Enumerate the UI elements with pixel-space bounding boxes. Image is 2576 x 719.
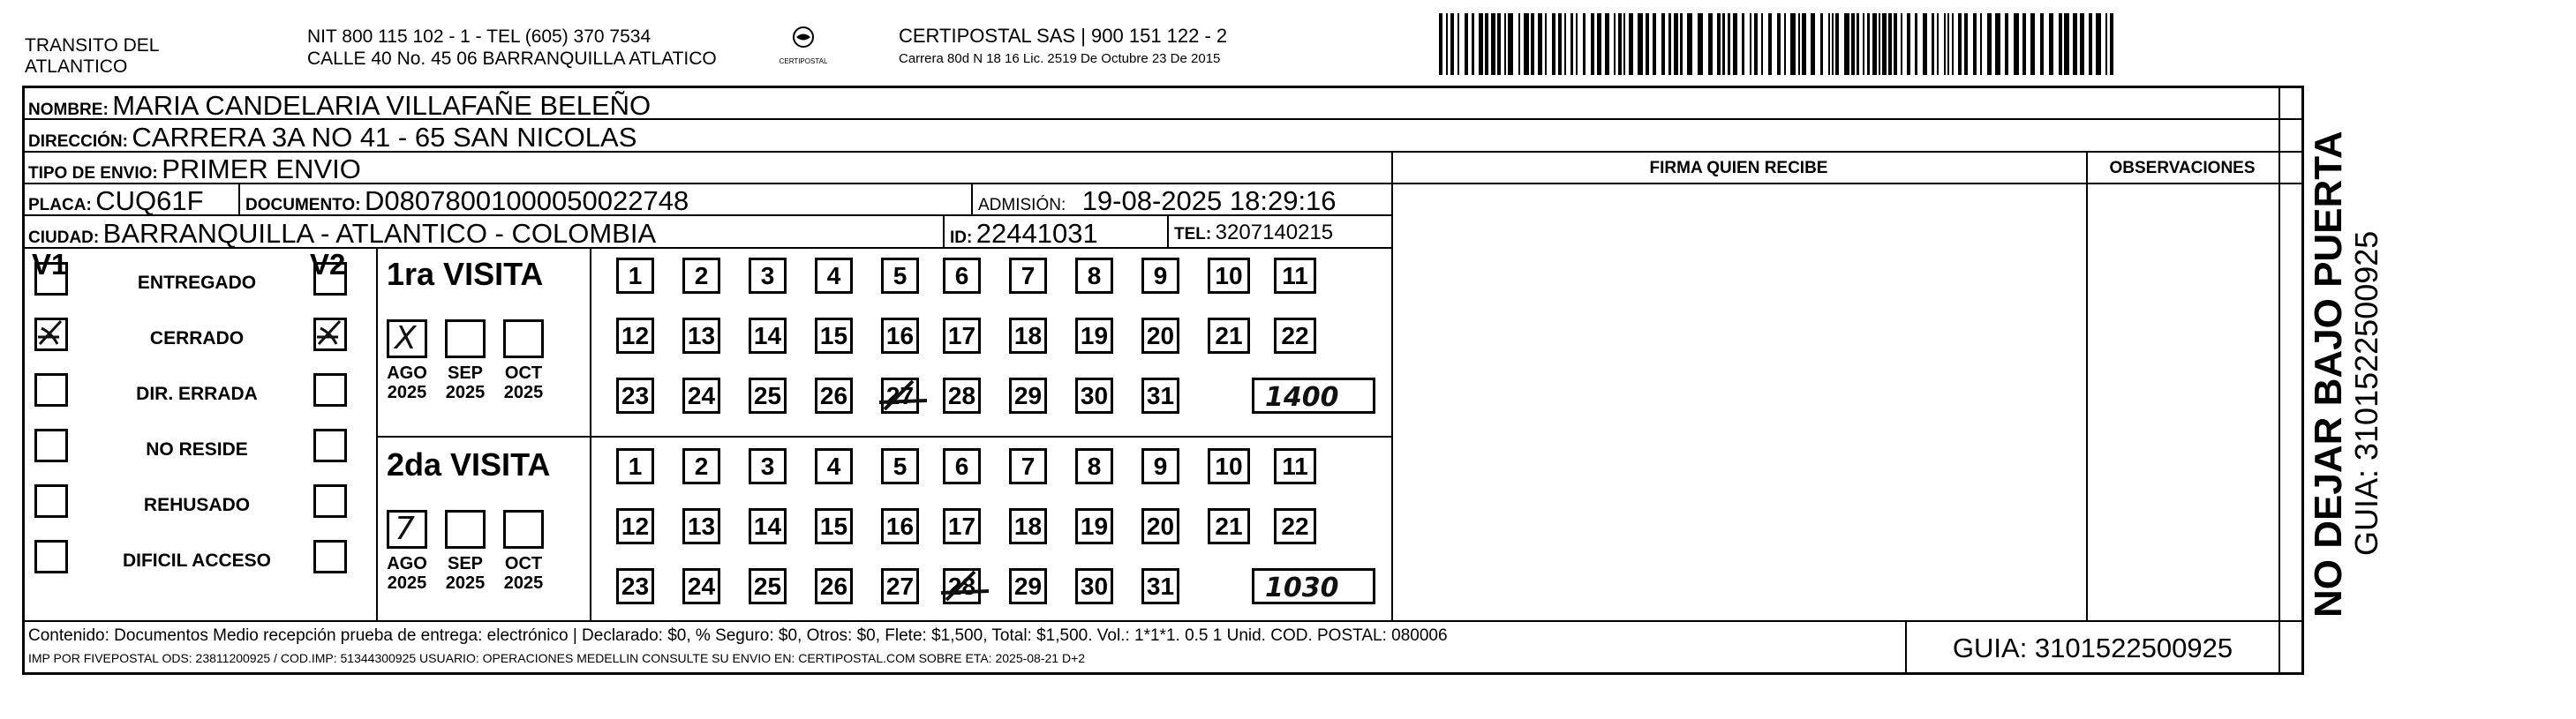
placa-label: PLACA: [28,196,92,214]
option-label: ENTREGADO [137,273,257,293]
day-box[interactable]: 28 [943,568,981,604]
v1-checkbox[interactable] [34,373,68,407]
tipo-row [28,154,361,185]
company-name: TRANSITO DEL ATLANTICO [25,35,160,77]
id-cell [950,218,1098,250]
placa-cell [28,185,204,217]
day-box[interactable]: 30 [1075,378,1113,414]
side-guia-text: GUIA: 3101522500925 [2348,230,2384,556]
day-box[interactable]: 13 [682,508,720,544]
visit1-month-label [493,363,554,402]
day-box[interactable]: 19 [1075,318,1113,354]
tel-value: 3207140215 [1215,221,1334,244]
nit-line: NIT 800 115 102 - 1 - TEL (605) 370 7534 [307,26,652,47]
month-name: OCT [504,554,543,573]
day-box[interactable]: 18 [1009,508,1047,544]
day-box[interactable]: 25 [749,568,787,604]
v2-checkbox[interactable] [313,373,347,407]
day-box[interactable]: 10 [1208,448,1250,484]
day-box[interactable]: 14 [749,508,787,544]
day-box[interactable]: 28 [943,378,981,414]
visit1-month-box[interactable] [387,319,427,358]
v2-checkbox[interactable] [313,262,347,296]
day-box[interactable]: 1 [616,258,654,294]
day-box[interactable]: 31 [1141,378,1179,414]
day-box[interactable]: 6 [943,258,981,294]
tipo-value: PRIMER ENVIO [162,154,361,184]
day-box[interactable]: 27 [881,378,919,414]
logo-text: CERTIPOSTAL [779,57,828,65]
day-box[interactable]: 8 [1075,448,1113,484]
visit2-month-label [493,554,554,593]
visit2-time-value: 1030 [1265,573,1339,603]
visit2-month-label [434,554,496,593]
month-year: 2025 [503,383,544,402]
no-dejar-text: NO DEJAR BAJO PUERTA [2307,131,2350,618]
ciudad-value: BARRANQUILLA - ATLANTICO - COLOMBIA [102,218,657,249]
month-year: 2025 [503,573,544,593]
day-box[interactable]: 13 [682,318,720,354]
visit2-month-box[interactable] [387,510,427,549]
day-box[interactable]: 15 [815,508,853,544]
day-box[interactable]: 14 [749,318,787,354]
day-box[interactable]: 7 [1009,258,1047,294]
direccion-label: DIRECCIÓN: [28,132,128,151]
visit2-month-mark: 7 [395,511,415,547]
visit1-month-box[interactable] [503,319,544,358]
day-box[interactable]: 25 [749,378,787,414]
tipo-label: TIPO DE ENVIO: [28,164,158,183]
day-box[interactable]: 10 [1208,258,1250,294]
day-box[interactable]: 9 [1141,448,1179,484]
day-box[interactable]: 11 [1274,448,1316,484]
day-box[interactable]: 16 [881,508,919,544]
guia-footer: GUIA: 3101522500925 [1952,633,2233,663]
option-label: NO RESIDE [146,439,248,460]
direccion-row [28,122,636,154]
contenido-text: Contenido: Documentos Medio recepción prueba de entrega: electrónico | Declarado: $0, % Seguro: $0, Otros: $0, Flete: $1,500, Total: $1,500. Vol.: 1*1*1. 0.5 1 Unid. COD. POSTAL: 080006 [28,626,1448,645]
month-name: SEP [447,363,484,383]
nombre-label: NOMBRE: [28,101,109,119]
day-box[interactable]: 26 [815,568,853,604]
id-value: 22441031 [975,218,1098,249]
visit2-month-box[interactable] [445,510,486,549]
day-box[interactable]: 20 [1141,508,1179,544]
tel-label: TEL: [1174,225,1212,243]
ciudad-label: CIUDAD: [28,228,100,247]
v2-checkbox[interactable] [313,429,347,462]
certipostal-logo [777,23,830,76]
day-box[interactable]: 22 [1274,508,1316,544]
admision-value: 19-08-2025 18:29:16 [1081,185,1337,216]
day-box[interactable]: 23 [616,378,654,414]
ciudad-cell [28,218,656,250]
side-text [2309,88,2384,618]
day-box[interactable]: 5 [881,258,919,294]
admision-cell [978,185,1337,217]
month-name: AGO [387,554,427,573]
day-box[interactable]: 29 [1009,378,1047,414]
day-box[interactable]: 21 [1208,508,1250,544]
day-box[interactable]: 2 [682,258,720,294]
carrier-line: CERTIPOSTAL SAS | 900 151 122 - 2 [899,25,1228,47]
month-name: SEP [447,554,484,573]
day-box[interactable]: 3 [749,448,787,484]
day-box[interactable]: 12 [616,508,654,544]
visit2-time-box[interactable] [1252,568,1375,604]
v2-checkbox[interactable] [313,540,347,573]
v1-label: V1 [32,248,68,281]
visit1-month-label [376,363,438,402]
day-box[interactable]: 18 [1009,318,1047,354]
month-year: 2025 [387,383,427,402]
firma-label: FIRMA QUIEN RECIBE [1649,159,1828,177]
day-box[interactable]: 29 [1009,568,1047,604]
day-box[interactable]: 21 [1208,318,1250,354]
visit1-month-mark: X [395,320,417,356]
day-mark [877,374,930,418]
day-box[interactable]: 22 [1274,318,1316,354]
v2-checkbox[interactable] [313,484,347,518]
day-box[interactable]: 12 [616,318,654,354]
option-label: DIFICIL ACCESO [122,550,271,571]
visit1-month-label [434,363,496,402]
documento-cell [245,185,689,217]
imp-text: IMP POR FIVEPOSTAL ODS: 23811200925 / COD.IMP: 51344300925 USUARIO: OPERACIONES MEDELLIN CONSULTE SU ENVIO EN: CERTIPOSTAL.COM SOBRE ETA: 2025-08-21 D+2 [28,651,1086,665]
visit1-month-box[interactable] [445,319,486,358]
visit1-title: 1ra VISITA [387,256,544,292]
day-box[interactable]: 5 [881,448,919,484]
admision-label: ADMISIÓN: [978,196,1066,214]
documento-value: D08078001000050022748 [365,185,689,216]
day-box[interactable]: 26 [815,378,853,414]
day-box[interactable]: 6 [943,448,981,484]
day-box[interactable]: 11 [1274,258,1316,294]
day-box[interactable]: 9 [1141,258,1179,294]
carrier-license: Carrera 80d N 18 16 Lic. 2519 De Octubre 23 De 2015 [899,51,1221,66]
nombre-value: MARIA CANDELARIA VILLAFAÑE BELEÑO [112,90,652,121]
day-box[interactable]: 15 [815,318,853,354]
day-box[interactable]: 2 [682,448,720,484]
id-label: ID: [950,228,973,247]
v2-checkbox[interactable] [313,318,347,351]
day-box[interactable]: 31 [1141,568,1179,604]
day-box[interactable]: 17 [943,508,981,544]
v1-checkbox[interactable] [34,429,68,462]
day-box[interactable]: 19 [1075,508,1113,544]
tel-cell [1174,221,1333,245]
day-box[interactable]: 8 [1075,258,1113,294]
visit2-month-box[interactable] [503,510,544,549]
day-box[interactable]: 30 [1075,568,1113,604]
visit2-month-label [376,554,438,593]
day-box[interactable]: 4 [815,448,853,484]
day-box[interactable]: 17 [943,318,981,354]
day-box[interactable]: 1 [616,448,654,484]
visit2-title: 2da VISITA [387,446,551,483]
day-box[interactable]: 16 [881,318,919,354]
documento-label: DOCUMENTO: [245,196,361,214]
visit1-time-box[interactable] [1252,378,1375,414]
direccion-value: CARRERA 3A NO 41 - 65 SAN NICOLAS [132,122,637,153]
nombre-row [28,90,651,122]
visit1-time-value: 1400 [1265,382,1339,413]
day-box[interactable]: 20 [1141,318,1179,354]
observaciones-label: OBSERVACIONES [2109,159,2256,177]
day-box[interactable]: 24 [682,378,720,414]
month-name: AGO [387,363,427,383]
month-year: 2025 [445,383,486,402]
day-box[interactable]: 23 [616,568,654,604]
month-year: 2025 [445,573,486,593]
day-box[interactable]: 24 [682,568,720,604]
address-line: CALLE 40 No. 45 06 BARRANQUILLA ATLATICO [307,49,717,69]
day-box[interactable]: 27 [881,568,919,604]
v1-checkbox[interactable] [34,318,68,351]
v2-label: V2 [310,248,346,281]
option-label: REHUSADO [143,495,251,515]
day-box[interactable]: 7 [1009,448,1047,484]
month-year: 2025 [387,573,427,593]
barcode [1439,13,2119,75]
shipping-form [22,86,2304,675]
option-label: CERRADO [149,328,245,348]
day-mark [939,565,992,609]
option-label: DIR. ERRADA [136,384,258,404]
placa-value: CUQ61F [95,185,204,216]
day-box[interactable]: 3 [749,258,787,294]
v1-checkbox[interactable] [34,540,68,573]
v1-checkbox[interactable] [34,484,68,518]
month-name: OCT [504,363,543,383]
v1-checkbox[interactable] [34,262,68,296]
day-box[interactable]: 4 [815,258,853,294]
